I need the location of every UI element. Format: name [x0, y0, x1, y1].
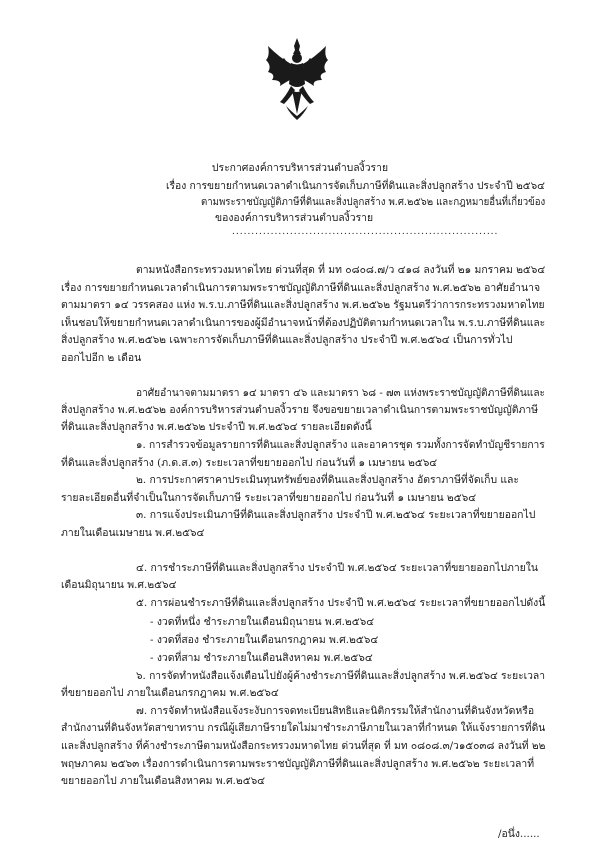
list-item: ที่ดินและสิ่งปลูกสร้าง (ภ.ด.ส.๓) ระยะเวลาที่ขยายออกไป ก่อนวันที่ ๑ เมษายน ๒๕๖๔ [61, 457, 438, 469]
list-item: ภายในเดือนเมษายน พ.ศ.๒๕๖๔ [61, 527, 205, 539]
list-item: ๖. การจัดทำหนังสือแจ้งเตือนไปยังผู้ค้างชำระภาษีที่ดินและสิ่งปลูกสร้าง พ.ศ.๒๕๖๔ ระยะเวลา [136, 670, 546, 682]
list-item: ๔. การชำระภาษีที่ดินและสิ่งปลูกสร้าง ประจำปี พ.ศ.๒๕๖๔ ระยะเวลาที่ขยายออกไปภายใน [136, 562, 538, 574]
announcement-title: ประกาศองค์การบริหารส่วนตำบลงิ้วราย [211, 162, 389, 174]
subject-line-2: ตามพระราชบัญญัติภาษีที่ดินและสิ่งปลูกสร้าง พ.ศ.๒๕๖๒ และกฎหมายอื่นที่เกี่ยวข้อง [201, 196, 546, 208]
body-line: ออกไปอีก ๒ เดือน [61, 352, 142, 364]
list-item: ๗. การจัดทำหนังสือแจ้งระงับการจดทะเบียนสิทธิและนิติกรรมให้สำนักงานที่ดินจังหวัดหรือ [136, 705, 535, 717]
separator: ..................................................................... [232, 227, 499, 237]
body-line: สิ่งปลูกสร้าง พ.ศ.๒๕๖๒ องค์การบริหารส่วนตำบลงิ้วราย จึงขอขยายเวลาดำเนินการตามพระราชบัญญัติภาษี [61, 404, 539, 416]
installment-item: - งวดที่หนึ่ง ชำระภายในเดือนมิถุนายน พ.ศ.๒๕๖๔ [150, 616, 375, 628]
list-item: รายละเอียดอื่นที่จำเป็นในการจัดเก็บภาษี ระยะเวลาที่ขยายออกไป ก่อนวันที่ ๑ เมษายน ๒๕๖๔ [61, 492, 477, 504]
body-line: ตามมาตรา ๑๔ วรรคสอง แห่ง พ.ร.บ.ภาษีที่ดินและสิ่งปลูกสร้าง พ.ศ.๒๕๖๒ รัฐมนตรีว่าการกระทรวงมหาดไทย [61, 299, 545, 311]
list-item: ๓. การแจ้งประเมินภาษีที่ดินและสิ่งปลูกสร้าง ประจำปี พ.ศ.๒๕๖๔ ระยะเวลาที่ขยายออกไป [136, 509, 536, 521]
list-item: สำนักงานที่ดินจังหวัดสาขาทราบ กรณีผู้เสียภาษีรายใดไม่มาชำระภาษีภายในเวลาที่กำหนด ให้แจ้งรายการที่ดิน [61, 722, 546, 734]
installment-item: - งวดที่สาม ชำระภายในเดือนสิงหาคม พ.ศ.๒๕๖๔ [150, 652, 373, 664]
body-line: เห็นชอบให้ขยายกำหนดเวลาดำเนินการของผู้มีอำนาจหน้าที่ต้องปฏิบัติตามกำหนดเวลาใน พ.ร.บ.ภาษีที่ดินและ [61, 317, 546, 329]
list-item: ๕. การผ่อนชำระภาษีที่ดินและสิ่งปลูกสร้าง ประจำปี พ.ศ.๒๕๖๔ ระยะเวลาที่ขยายออกไปดังนี้ [136, 597, 546, 609]
body-line: เรื่อง การขยายกำหนดเวลาดำเนินการตามพระราชบัญญัติภาษีที่ดินและสิ่งปลูกสร้าง พ.ศ.๒๕๖๒ อาศัยอำนาจ [61, 282, 541, 294]
list-item: และสิ่งปลูกสร้าง ที่ค้างชำระภาษีตามหนังสือกระทรวงมหาดไทย ด่วนที่สุด ที่ มท ๐๘๐๘.๓/ว๑๕๐๓๘ ลงวันที่ ๒๒ [61, 740, 546, 752]
list-item: ขยายออกไป ภายในเดือนสิงหาคม พ.ศ.๒๕๖๔ [61, 775, 266, 787]
body-line: ตามหนังสือกระทรวงมหาดไทย ด่วนที่สุด ที่ มท ๐๘๐๘.๗/ว ๔๑๘ ลงวันที่ ๒๑ มกราคม ๒๕๖๔ [136, 264, 546, 276]
body-line: อาศัยอำนาจตามมาตรา ๑๔ มาตรา ๔๖ และมาตรา ๖๘ - ๗๓ แห่งพระราชบัญญัติภาษีที่ดินและ [136, 387, 545, 399]
garuda-emblem-icon [262, 36, 332, 120]
list-item: พฤษภาคม ๒๕๖๓ เรื่องการดำเนินการตามพระราชบัญญัติภาษีที่ดินและสิ่งปลูกสร้าง พ.ศ.๒๕๖๒ ระยะเวลาที่ [61, 758, 535, 770]
installment-item: - งวดที่สอง ชำระภายในเดือนกรกฎาคม พ.ศ.๒๕๖๔ [150, 634, 379, 646]
list-item: ที่ขยายออกไป ภายในเดือนกรกฎาคม พ.ศ.๒๕๖๔ [61, 687, 279, 699]
list-item: ๒. การประกาศราคาประเมินทุนทรัพย์ของที่ดินและสิ่งปลูกสร้าง อัตราภาษีที่จัดเก็บ และ [136, 474, 519, 486]
body-line: สิ่งปลูกสร้าง พ.ศ.๒๕๖๒ เฉพาะการจัดเก็บภาษีที่ดินและสิ่งปลูกสร้าง ประจำปี พ.ศ.๒๕๖๔ เป็นการทั่วไป [61, 334, 513, 346]
subject-line-1: เรื่อง การขยายกำหนดเวลาดำเนินการจัดเก็บภาษีที่ดินและสิ่งปลูกสร้าง ประจำปี ๒๕๖๔ [166, 180, 545, 192]
subject-line-3: ขององค์การบริหารส่วนตำบลงิ้วราย [215, 212, 374, 224]
body-line: ที่ดินและสิ่งปลูกสร้าง พ.ศ.๒๕๖๒ ประจำปี พ.ศ.๒๕๖๔ รายละเอียดดังนี้ [61, 421, 372, 433]
list-item: เดือนมิถุนายน พ.ศ.๒๕๖๔ [61, 579, 177, 591]
continuation-marker: /อนึ่ง...... [498, 828, 540, 840]
list-item: ๑. การสำรวจข้อมูลรายการที่ดินและสิ่งปลูกสร้าง และอาคารชุด รวมทั้งการจัดทำบัญชีรายการ [136, 439, 545, 451]
